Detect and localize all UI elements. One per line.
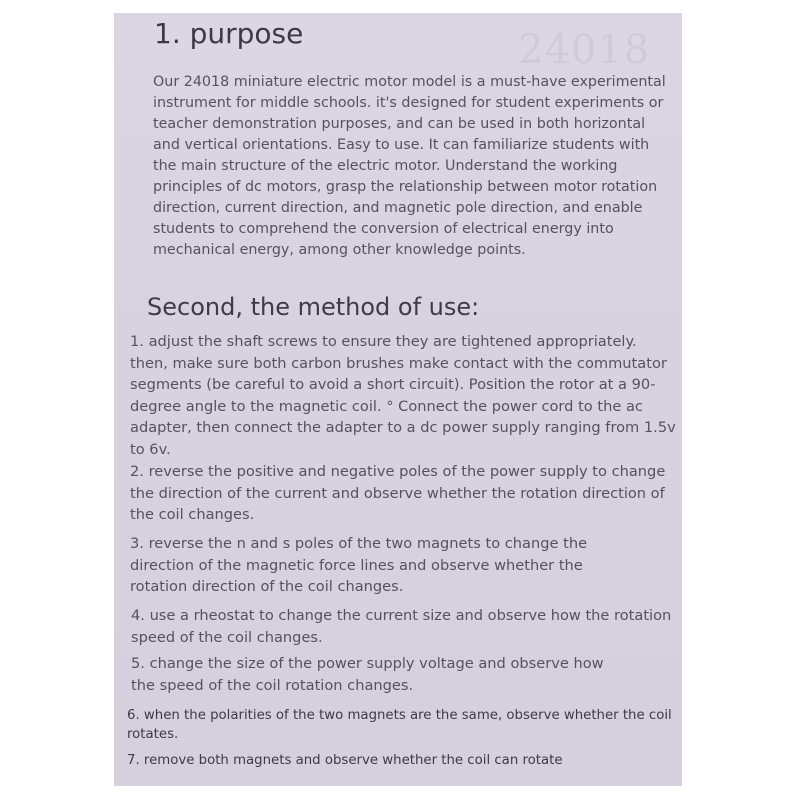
method-step-2: 2. reverse the positive and negative poles of the power supply to change the direction of the current and observe whether the rotation direction of the coil changes. <box>130 463 666 523</box>
method-step-7: 7. remove both magnets and observe whether the coil can rotate <box>127 753 563 768</box>
instruction-sheet <box>114 13 682 786</box>
method-step-6: 6. when the polarities of the two magnets are the same, observe whether the coil rotates. <box>127 708 672 742</box>
method-step-5: 5. change the size of the power supply voltage and observe how the speed of the coil rotation changes. <box>131 655 604 694</box>
method-heading: Second, the method of use: <box>147 293 480 321</box>
purpose-paragraph: Our 24018 miniature electric motor model is a must-have experimental instrument for middle schools. it's designed for student experiments or teacher demonstration purposes, and can be used in both horizontal and vertical orientations. Easy to use. It can familiarize students with the main structure of the electric motor. Understand the working principles of dc motors, grasp the relationship between motor rotation direction, current direction, and magnetic pole direction, and enable students to comprehend the conversion of electrical energy into mechanical energy, among other knowledge points. <box>153 74 666 258</box>
method-step-4: 4. use a rheostat to change the current size and observe how the rotation speed of the coil changes. <box>131 607 672 646</box>
method-step-3: 3. reverse the n and s poles of the two magnets to change the direction of the magnetic force lines and observe whether the rotation direction of the coil changes. <box>130 535 588 595</box>
method-step-1: 1. adjust the shaft screws to ensure they are tightened appropriately. then, make sure both carbon brushes make contact with the commutator segments (be careful to avoid a short circuit). Position the rotor at a 90-degree angle to the magnetic coil. ° Connect the power cord to the ac adapter, then connect the adapter to a dc power supply ranging from 1.5v to 6v. <box>130 333 676 458</box>
watermark-text: 24018 <box>518 27 651 73</box>
purpose-heading: 1. purpose <box>154 17 304 50</box>
